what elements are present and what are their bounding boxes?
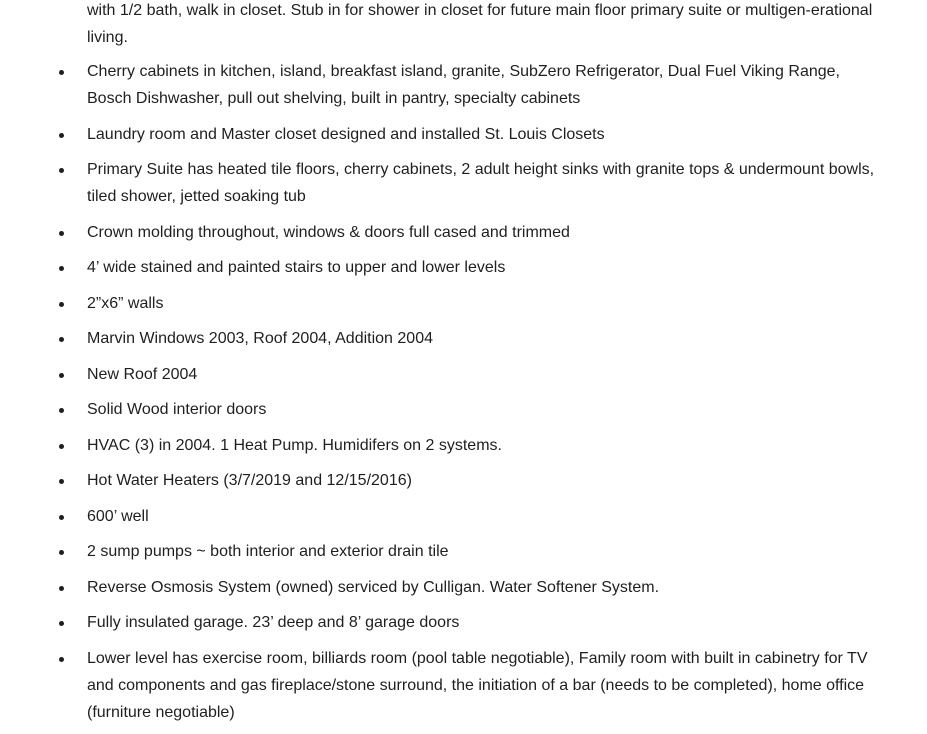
- list-item-text: Marvin Windows 2003, Roof 2004, Addition 2004: [87, 330, 433, 347]
- list-item-text: 2”x6” walls: [87, 294, 164, 312]
- list-item: [0, 645, 927, 726]
- bullet-icon: [59, 231, 64, 236]
- bullet-icon: [59, 586, 64, 591]
- list-item: [0, 254, 927, 281]
- list-item: [0, 538, 927, 565]
- list-item-text: Lower level has exercise room, billiards room (pool table negotiable), Family room with built in cabinetry for TV and components and gas fireplace/stone surround, the initiation of a bar (needs to be completed), home office (furniture negotiable): [87, 649, 868, 721]
- list-item-text: New Roof 2004: [87, 365, 198, 383]
- bullet-icon: [59, 621, 64, 626]
- list-item: [0, 432, 927, 459]
- list-item: [0, 325, 927, 352]
- feature-list: [0, 58, 927, 734]
- bullet-icon: [59, 657, 64, 662]
- bullet-icon: [59, 133, 64, 138]
- bullet-icon: [59, 266, 64, 271]
- list-item-text: 2 sump pumps ~ both interior and exterior drain tile: [87, 543, 449, 560]
- bullet-icon: [59, 444, 64, 449]
- list-item: [0, 609, 927, 636]
- list-item: [0, 290, 927, 317]
- list-item: [0, 396, 927, 423]
- list-item-text: 600’ well: [87, 507, 149, 525]
- bullet-icon: [59, 479, 64, 484]
- list-item-text: Cherry cabinets in kitchen, island, breakfast island, granite, SubZero Refrigerator, Dual Fuel Viking Range, Bosch Dishwasher, pull out shelving, built in pantry, specialty cabinets: [87, 63, 840, 107]
- list-item-text: Laundry room and Master closet designed and installed St. Louis Closets: [87, 125, 605, 143]
- list-item-text: HVAC (3) in 2004. 1 Heat Pump. Humidifers on 2 systems.: [87, 436, 502, 454]
- list-item-text: Crown molding throughout, windows & doors full cased and trimmed: [87, 223, 570, 241]
- bullet-icon: [59, 302, 64, 307]
- bullet-icon: [59, 373, 64, 378]
- list-item: [0, 467, 927, 494]
- bullet-icon: [59, 550, 64, 555]
- list-item-text: Fully insulated garage. 23’ deep and 8’ garage doors: [87, 614, 460, 631]
- bullet-icon: [59, 70, 64, 75]
- list-item: [0, 121, 927, 148]
- list-item-text: 4’ wide stained and painted stairs to upper and lower levels: [87, 259, 506, 276]
- list-item: [0, 361, 927, 388]
- list-item: [0, 219, 927, 246]
- bullet-icon: [59, 168, 64, 173]
- list-item: [0, 503, 927, 530]
- list-item-text: Primary Suite has heated tile floors, cherry cabinets, 2 adult height sinks with granite tops & undermount bowls, tiled shower, jetted soaking tub: [87, 161, 875, 205]
- bullet-icon: [59, 515, 64, 520]
- list-item-text: Solid Wood interior doors: [87, 401, 267, 418]
- bullet-icon: [59, 337, 64, 342]
- bullet-icon: [59, 408, 64, 413]
- list-item: [0, 574, 927, 601]
- list-item: [0, 58, 927, 112]
- list-item-text: Hot Water Heaters (3/7/2019 and 12/15/2016): [87, 472, 412, 489]
- continued-paragraph: with 1/2 bath, walk in closet. Stub in for shower in closet for future main floor primary suite or multigen-erational living.: [87, 2, 873, 46]
- list-item-text: Reverse Osmosis System (owned) serviced by Culligan. Water Softener System.: [87, 578, 660, 596]
- list-item: [0, 156, 927, 210]
